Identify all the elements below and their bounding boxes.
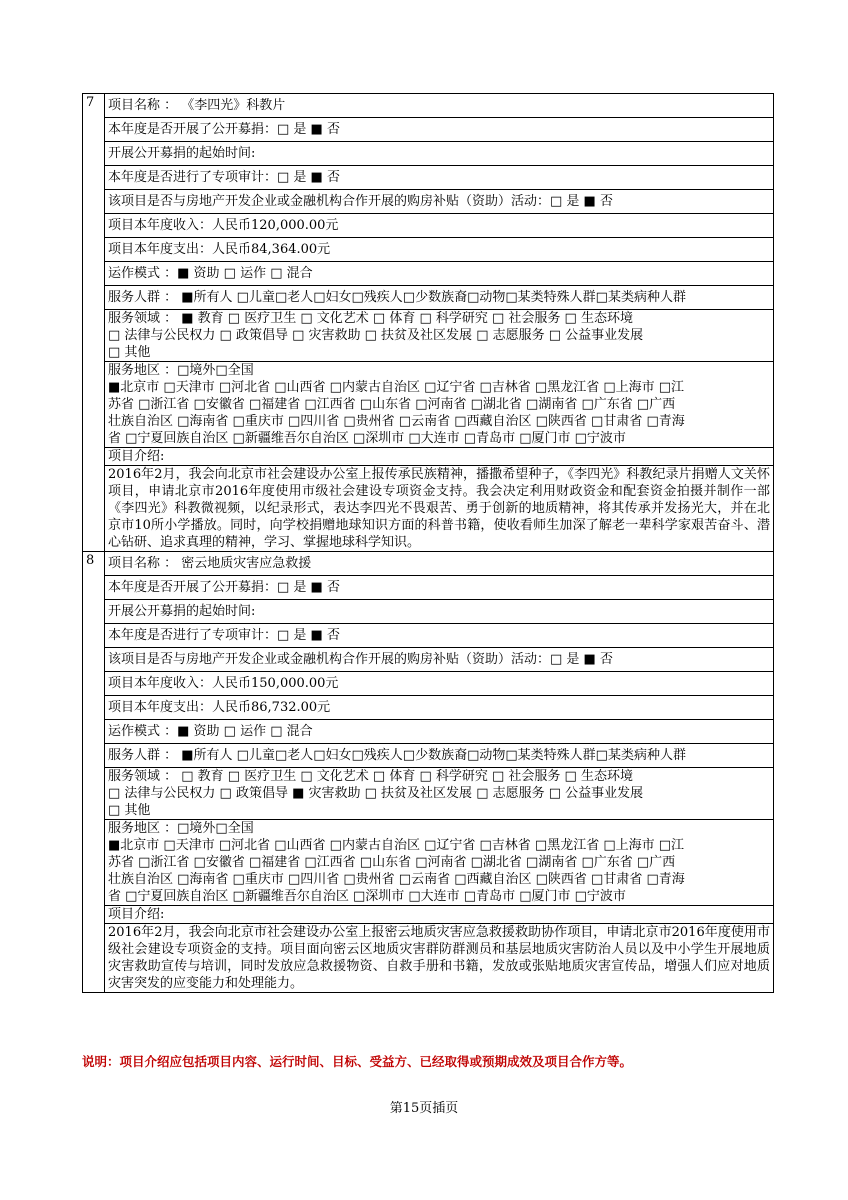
service-fields-line: □ 其他	[108, 803, 151, 818]
service-regions-line: 服务地区 ：□境外□全国	[108, 363, 254, 378]
service-regions-line: 壮族自治区 □海南省 □重庆市 □四川省 □贵州省 □云南省 □西藏自治区 □陕西省 □甘肃省 □青海	[108, 872, 685, 887]
project-7-groups-row	[83, 286, 774, 310]
annual-expense: 项目本年度支出：人民币84,364.00元	[105, 238, 774, 262]
audit-question: 本年度是否进行了专项审计：□ 是 ■ 否	[105, 166, 774, 190]
project-table	[82, 93, 774, 993]
service-regions-line: 壮族自治区 □海南省 □重庆市 □四川省 □贵州省 □云南省 □西藏自治区 □陕西省 □甘肃省 □青海	[108, 414, 685, 429]
project-number: 7	[83, 94, 105, 552]
housing-subsidy-question: 该项目是否与房地产开发企业或金融机构合作开展的购房补贴（资助）活动：□ 是 ■ 否	[105, 190, 774, 214]
service-groups: 服务人群 ： ■所有人 □儿童□老人□妇女□残疾人□少数族裔□动物□某类特殊人群□某类病种人群	[105, 286, 774, 310]
service-groups: 服务人群 ： ■所有人 □儿童□老人□妇女□残疾人□少数族裔□动物□某类特殊人群□某类病种人群	[105, 744, 774, 768]
operation-mode: 运作模式 ：■ 资助 □ 运作 □ 混合	[105, 720, 774, 744]
service-fields	[105, 310, 774, 362]
project-8-income-row	[83, 672, 774, 696]
page-footer: 第15页插页	[389, 1101, 459, 1116]
project-7-intro-row	[83, 448, 774, 552]
project-8-fundraising-row	[83, 576, 774, 600]
service-fields-line: □ 法律与公民权力 □ 政策倡导 ■ 灾害救助 □ 扶贫及社区发展 □ 志愿服务 □ 公益事业发展	[108, 786, 644, 801]
project-7-fields-row	[83, 310, 774, 362]
operation-mode: 运作模式 ：■ 资助 □ 运作 □ 混合	[105, 262, 774, 286]
project-name: 项目名称 ： 《李四光》科教片	[105, 94, 774, 118]
service-fields-line: 服务领域 ： ■ 教育 □ 医疗卫生 □ 文化艺术 □ 体育 □ 科学研究 □ 社会服务 □ 生态环境	[108, 311, 633, 326]
project-intro-text: 2016年2月，我会向北京市社会建设办公室上报密云地质灾害应急救援救助协作项目，申请北京市2016年度使用市级社会建设专项资金的支持。项目面向密云区地质灾害群防群测员和基层地质灾害防治人员以及中小学生开展地质灾害救助宣传与培训，同时发放应急救援物资、自救手册和书籍，发放或张贴地质灾害宣传品，增强人们应对地质灾害突发的应变能力和处理能力。	[105, 923, 773, 992]
annual-income: 项目本年度收入：人民币150,000.00元	[105, 672, 774, 696]
service-fields-line: 服务领域 ： □ 教育 □ 医疗卫生 □ 文化艺术 □ 体育 □ 科学研究 □ 社会服务 □ 生态环境	[108, 769, 633, 784]
housing-subsidy-question: 该项目是否与房地产开发企业或金融机构合作开展的购房补贴（资助）活动：□ 是 ■ 否	[105, 648, 774, 672]
service-fields-line: □ 法律与公民权力 □ 政策倡导 □ 灾害救助 □ 扶贫及社区发展 □ 志愿服务 □ 公益事业发展	[108, 328, 644, 343]
project-intro-label: 项目介绍:	[108, 907, 165, 922]
project-7-name-row	[83, 94, 774, 118]
project-8-name-row	[83, 552, 774, 576]
project-intro-label: 项目介绍:	[108, 449, 165, 464]
project-7-fundraising-start-row	[83, 142, 774, 166]
project-number: 8	[83, 552, 105, 993]
project-intro	[105, 906, 774, 993]
project-8-groups-row	[83, 744, 774, 768]
project-7-income-row	[83, 214, 774, 238]
annual-expense: 项目本年度支出：人民币86,732.00元	[105, 696, 774, 720]
project-7-regions-row	[83, 362, 774, 448]
project-8-audit-row	[83, 624, 774, 648]
project-8-expense-row	[83, 696, 774, 720]
project-7-audit-row	[83, 166, 774, 190]
project-intro	[105, 448, 774, 552]
annual-income: 项目本年度收入：人民币120,000.00元	[105, 214, 774, 238]
form-sheet	[82, 93, 774, 993]
fundraising-question: 本年度是否开展了公开募捐：□ 是 ■ 否	[105, 576, 774, 600]
audit-question: 本年度是否进行了专项审计：□ 是 ■ 否	[105, 624, 774, 648]
service-regions	[105, 362, 774, 448]
project-8-mode-row	[83, 720, 774, 744]
fundraising-start-time: 开展公开募捐的起始时间:	[105, 142, 774, 166]
service-regions-line: 苏省 □浙江省 □安徽省 □福建省 □江西省 □山东省 □河南省 □湖北省 □湖南省 □广东省 □广西	[108, 855, 676, 870]
service-fields-line: □ 其他	[108, 345, 151, 360]
project-8-intro-row	[83, 906, 774, 993]
instruction-note: 说明：项目介绍应包括项目内容、运行时间、目标、受益方、已经取得或预期成效及项目合作方等。	[82, 1054, 633, 1069]
service-regions-line: 省 □宁夏回族自治区 □新疆维吾尔自治区 □深圳市 □大连市 □青岛市 □厦门市 □宁波市	[108, 889, 626, 904]
fundraising-question: 本年度是否开展了公开募捐：□ 是 ■ 否	[105, 118, 774, 142]
project-name: 项目名称 ： 密云地质灾害应急救援	[105, 552, 774, 576]
service-regions-line: ■北京市 □天津市 □河北省 □山西省 □内蒙古自治区 □辽宁省 □吉林省 □黑龙江省 □上海市 □江	[108, 380, 685, 395]
service-regions-line: 省 □宁夏回族自治区 □新疆维吾尔自治区 □深圳市 □大连市 □青岛市 □厦门市 □宁波市	[108, 431, 626, 446]
service-regions-line: ■北京市 □天津市 □河北省 □山西省 □内蒙古自治区 □辽宁省 □吉林省 □黑龙江省 □上海市 □江	[108, 838, 685, 853]
service-regions-line: 苏省 □浙江省 □安徽省 □福建省 □江西省 □山东省 □河南省 □湖北省 □湖南省 □广东省 □广西	[108, 397, 676, 412]
fundraising-start-time: 开展公开募捐的起始时间:	[105, 600, 774, 624]
service-fields	[105, 768, 774, 820]
project-8-fields-row	[83, 768, 774, 820]
project-7-mode-row	[83, 262, 774, 286]
project-7-expense-row	[83, 238, 774, 262]
project-7-fundraising-row	[83, 118, 774, 142]
project-8-fundraising-start-row	[83, 600, 774, 624]
project-intro-text: 2016年2月，我会向北京市社会建设办公室上报传承民族精神，播撒希望种子，《李四光》科教纪录片捐赠人文关怀项目，申请北京市2016年度使用市级社会建设专项资金支持。我会决定利用财政资金和配套资金拍摄并制作一部《李四光》科教微视频，以纪录形式，表达李四光不畏艰苦、勇于创新的地质精神，将其传承并发扬光大，并在北京市10所小学播放。同时，向学校捐赠地球知识方面的科普书籍，使收看师生加深了解老一辈科学家艰苦奋斗、潜心钻研、追求真理的精神，学习、掌握地球科学知识。	[105, 465, 773, 551]
project-8-housing-row	[83, 648, 774, 672]
project-7-housing-row	[83, 190, 774, 214]
project-8-regions-row	[83, 820, 774, 906]
service-regions-line: 服务地区 ：□境外□全国	[108, 821, 254, 836]
service-regions	[105, 820, 774, 906]
